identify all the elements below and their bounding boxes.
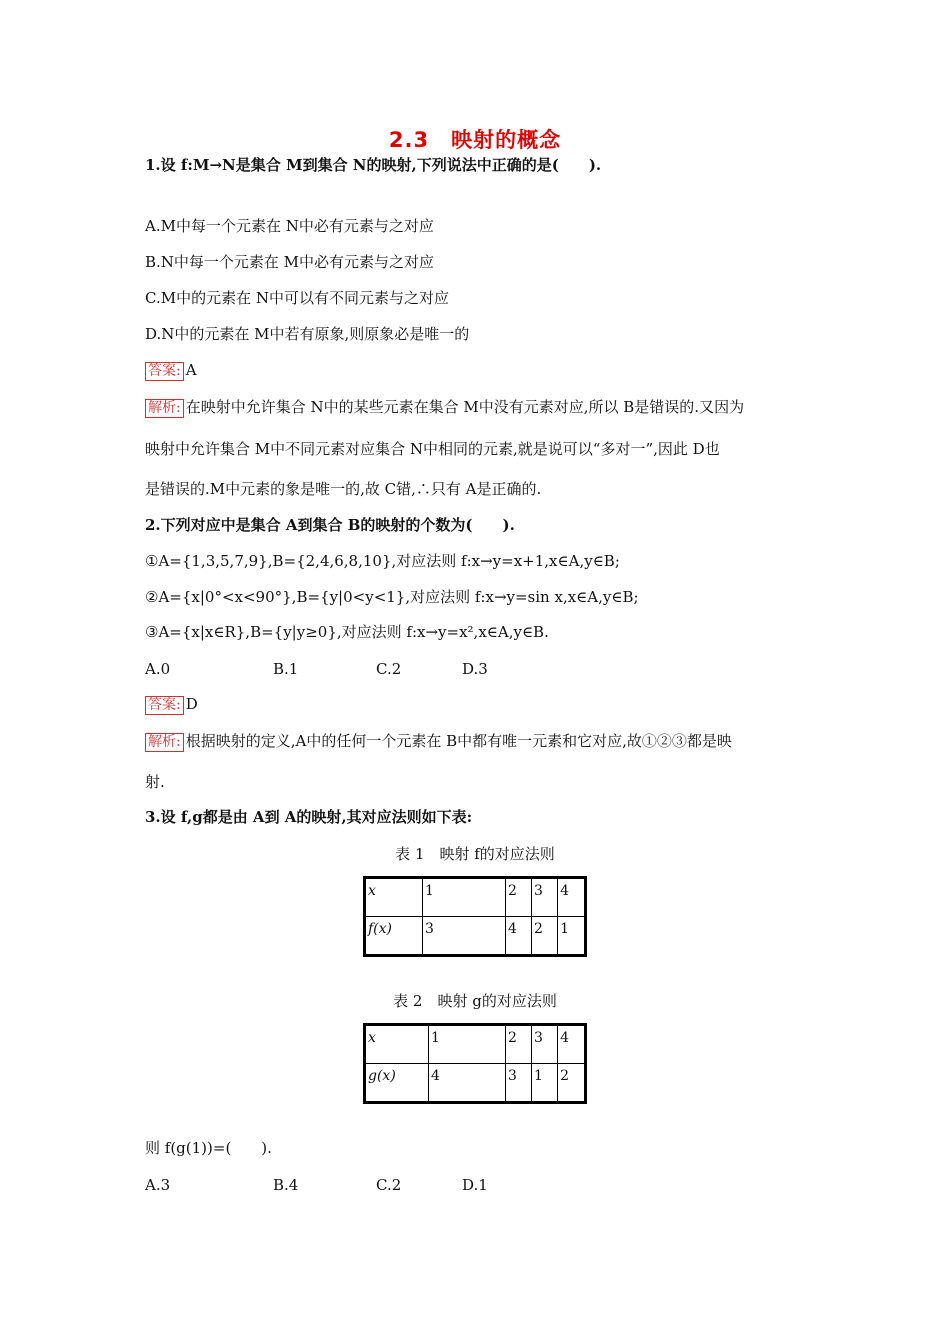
table-cell: 4	[558, 1025, 586, 1064]
table-cell: 1	[558, 917, 586, 956]
q2-item-2: ②A={x|0°<x<90°},B={y|0<y<1},对应法则 f:x→y=sin x,x∈A,y∈B;	[145, 588, 639, 606]
table-cell: f(x)	[365, 917, 423, 956]
q2-analysis-line-1	[145, 731, 732, 752]
table-2-caption: 表 2 映射 g的对应法则	[393, 992, 557, 1010]
q2-option-c: C.2	[376, 660, 402, 678]
q2-option-d: D.3	[462, 660, 488, 678]
table-cell: 3	[423, 917, 506, 956]
table-cell: 3	[532, 1025, 558, 1064]
analysis-tag: 解析:	[145, 733, 184, 752]
q1-option-c: C.M中的元素在 N中可以有不同元素与之对应	[145, 289, 449, 307]
q2-item-3: ③A={x|x∈R},B={y|y≥0},对应法则 f:x→y=x²,x∈A,y∈B.	[145, 623, 549, 641]
q3-option-c: C.2	[376, 1176, 402, 1194]
question-1-stem: 1.设 f:M→N是集合 M到集合 N的映射,下列说法中正确的是( ).	[145, 156, 602, 174]
table-cell: x	[365, 1025, 429, 1064]
analysis-text: 根据映射的定义,A中的任何一个元素在 B中都有唯一元素和它对应,故①②③都是映	[185, 732, 732, 750]
table-row	[365, 1064, 586, 1103]
q2-analysis-line-2: 射.	[145, 773, 165, 791]
table-cell: x	[365, 878, 423, 917]
table-1-mapping-f	[363, 876, 587, 957]
q3-question: 则 f(g(1))=( ).	[145, 1139, 272, 1157]
table-cell: 2	[506, 1025, 532, 1064]
q1-option-a: A.M中每一个元素在 N中必有元素与之对应	[145, 217, 434, 235]
table-cell: 3	[532, 878, 558, 917]
q2-option-a: A.0	[145, 660, 171, 678]
table-cell: 1	[532, 1064, 558, 1103]
question-3-stem: 3.设 f,g都是由 A到 A的映射,其对应法则如下表:	[145, 808, 473, 826]
table-row	[365, 1025, 586, 1064]
q3-option-d: D.1	[462, 1176, 488, 1194]
analysis-tag: 解析:	[145, 399, 184, 418]
question-2-stem: 2.下列对应中是集合 A到集合 B的映射的个数为( ).	[145, 516, 515, 534]
q1-analysis-line-3: 是错误的.M中元素的象是唯一的,故 C错,∴只有 A是正确的.	[145, 480, 542, 498]
table-row	[365, 917, 586, 956]
table-cell: 4	[506, 917, 532, 956]
page-title: 2.3 映射的概念	[388, 128, 562, 152]
q3-option-a: A.3	[145, 1176, 171, 1194]
q1-answer	[145, 360, 197, 381]
table-cell: 2	[506, 878, 532, 917]
q1-option-d: D.N中的元素在 M中若有原象,则原象必是唯一的	[145, 325, 470, 343]
table-cell: g(x)	[365, 1064, 429, 1103]
q2-option-b: B.1	[273, 660, 299, 678]
table-cell: 4	[429, 1064, 506, 1103]
table-cell: 1	[429, 1025, 506, 1064]
answer-tag: 答案:	[145, 362, 184, 381]
q1-option-b: B.N中每一个元素在 M中必有元素与之对应	[145, 253, 435, 271]
q3-option-b: B.4	[273, 1176, 299, 1194]
analysis-text: 在映射中允许集合 N中的某些元素在集合 M中没有元素对应,所以 B是错误的.又因为	[185, 398, 745, 416]
answer-value: A	[185, 361, 197, 379]
table-cell: 1	[423, 878, 506, 917]
table-2-mapping-g	[363, 1023, 587, 1104]
q1-analysis-line-1	[145, 397, 744, 418]
answer-value: D	[185, 695, 198, 713]
q1-analysis-line-2: 映射中允许集合 M中不同元素对应集合 N中相同的元素,就是说可以“多对一”,因此 D也	[145, 440, 720, 458]
table-1-caption: 表 1 映射 f的对应法则	[395, 845, 555, 863]
table-row	[365, 878, 586, 917]
answer-tag: 答案:	[145, 696, 184, 715]
q2-item-1: ①A={1,3,5,7,9},B={2,4,6,8,10},对应法则 f:x→y=x+1,x∈A,y∈B;	[145, 552, 620, 570]
table-cell: 2	[532, 917, 558, 956]
table-cell: 3	[506, 1064, 532, 1103]
table-cell: 2	[558, 1064, 586, 1103]
q2-answer	[145, 694, 198, 715]
table-cell: 4	[558, 878, 586, 917]
